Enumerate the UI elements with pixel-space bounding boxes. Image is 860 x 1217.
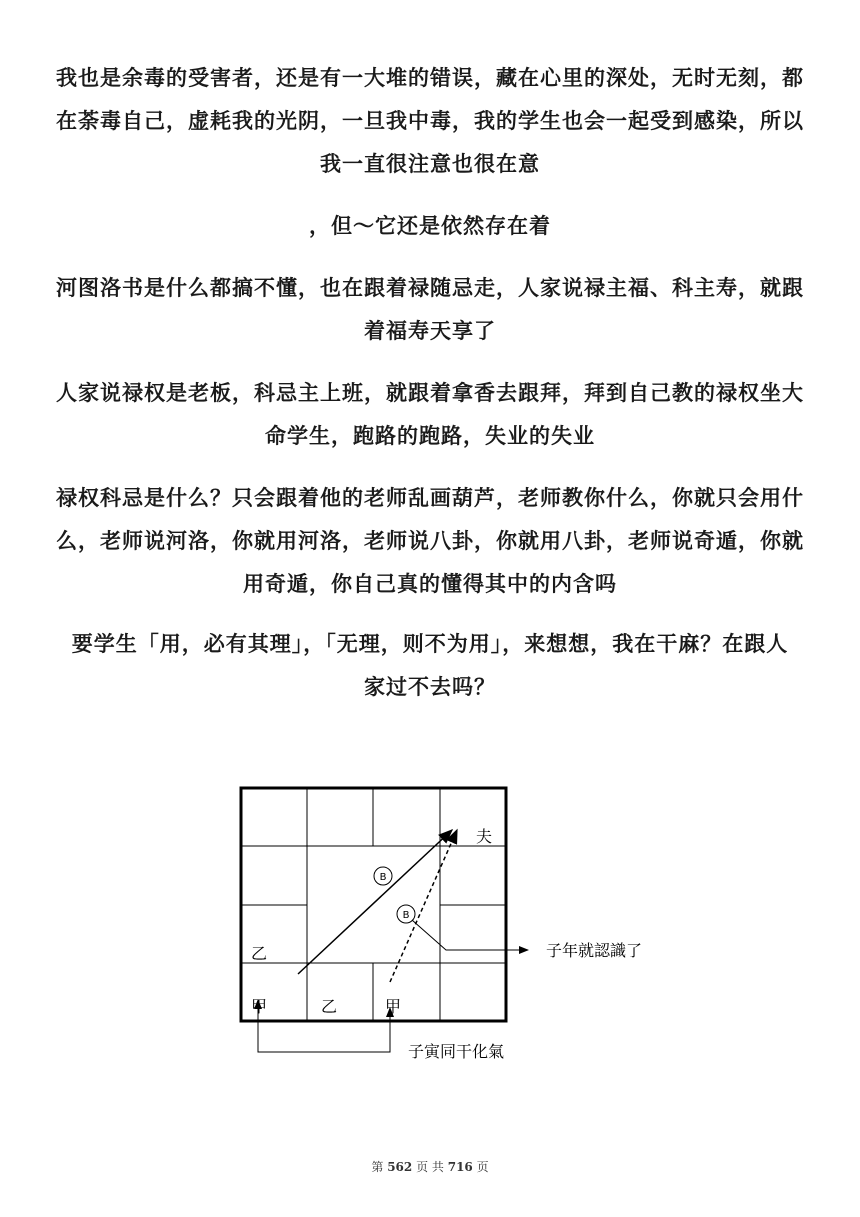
text-line: 命学生，跑路的跑路，失业的失业 (265, 423, 595, 448)
paragraph-6 (52, 622, 808, 708)
paragraph-3 (52, 266, 808, 352)
text-line: 要学生「用，必有其理」，「无理，则不为用」，来想想，我在干麻？在跟人 (71, 631, 789, 656)
paragraph-2 (52, 204, 808, 247)
text-line: 我也是余毒的受害者，还是有一大堆的错误，藏在心里的深处，无时无刻，都 (56, 65, 804, 90)
page-number: 562 (387, 1160, 413, 1174)
page-footer (0, 1158, 860, 1175)
solid-arrow (298, 830, 452, 974)
total-pages: 716 (447, 1160, 473, 1174)
text-line: 我一直很注意也很在意 (320, 151, 540, 176)
text-line: 禄权科忌是什么？只会跟着他的老师乱画葫芦，老师教你什么，你就只会用什 (56, 485, 804, 510)
footer-prefix: 第 (371, 1160, 384, 1174)
paragraph-1 (52, 56, 808, 185)
circle-marker-label: B (402, 910, 410, 921)
text-line: 用奇遁，你自己真的懂得其中的内含吗 (243, 571, 617, 596)
cell-label-fu: 夫 (476, 827, 493, 846)
cell-label-jia: 甲 (251, 997, 268, 1016)
callout-arrow (412, 920, 528, 950)
bracket-label: 子寅同干化氣 (408, 1042, 505, 1061)
paragraph-5 (52, 476, 808, 605)
text-line: 河图洛书是什么都搞不懂，也在跟着禄随忌走，人家说禄主福、科主寿，就跟 (56, 275, 804, 300)
cell-label-yi: 乙 (251, 944, 268, 963)
chart-diagram (230, 780, 670, 1070)
text-line: 在荼毒自己，虚耗我的光阴，一旦我中毒，我的学生也会一起受到感染，所以 (56, 108, 804, 133)
cell-label-jia: 甲 (385, 997, 402, 1016)
dashed-arrow (390, 830, 457, 982)
footer-mid: 页 共 (416, 1160, 444, 1174)
circle-marker-label: B (379, 872, 387, 883)
text-line: 人家说禄权是老板，科忌主上班，就跟着拿香去跟拜，拜到自己教的禄权坐大 (56, 380, 804, 405)
callout-label: 子年就認識了 (546, 941, 643, 960)
text-line: ，但～它还是依然存在着 (309, 213, 551, 238)
text-line: 家过不去吗？ (364, 674, 496, 699)
text-line: 么，老师说河洛，你就用河洛，老师说八卦，你就用八卦，老师说奇遁，你就 (56, 528, 804, 553)
paragraph-4 (52, 371, 808, 457)
cell-label-yi: 乙 (321, 997, 338, 1016)
text-line: 着福寿天享了 (364, 318, 496, 343)
footer-suffix: 页 (476, 1160, 489, 1174)
